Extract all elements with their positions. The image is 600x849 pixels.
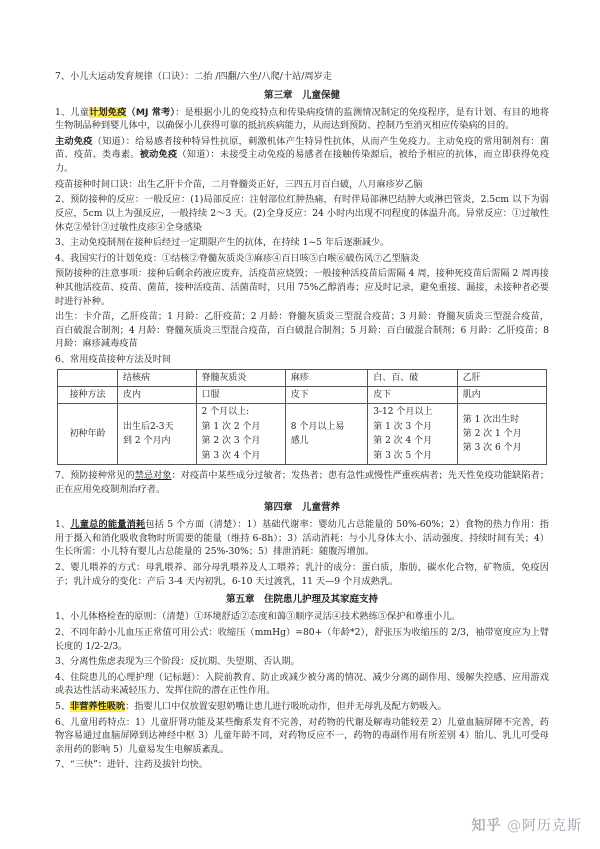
vaccination-notes: 预防接种的注意事项：接种后剩余药液应废弃，活疫苗应烧毁；一般接种活疫苗后需隔 4 周，接种死疫苗后需隔 2 周再接种其他活疫苗、疫苗、菌苗，接种活疫苗、活菌苗时，只用 75%乙醇消毒；应及时记录，避免重接、漏接，未接种者必要时进行补种。 (55, 268, 549, 307)
zhihu-logo: 知乎 (471, 818, 502, 835)
ch3-para-2: 2、预防接种的反应：一般反应：(1)局部反应：注射部位红肿热痛，有时伴局部淋巴结肿大或淋巴管炎，2.5cm 以下为弱反应，5cm 以上为强反应，一般持续 2～3 天。(2)全身反应：24 小时内出现不同程度的体温升高。异常反应：①过敏性休克②晕针③过敏性皮疹④全身感染 (55, 194, 549, 233)
zhihu-watermark (472, 816, 582, 837)
chapter-4-title: 第四章 儿童营养 (263, 502, 340, 514)
table-header: 白、百、破 (368, 369, 457, 386)
table-cell: 3-12 个月以上 第 1 次 3 个月 第 2 次 4 个月 第 3 次 5 个月 (368, 404, 457, 465)
underlined-term: 儿童总的能量消耗 (70, 519, 146, 531)
at-sign: @ (507, 818, 522, 835)
watermark-author: 阿历克斯 (522, 818, 582, 835)
ch5-para-5: 5、非营养性吸吮：指婴儿口中仅放置安慰奶嘴让患儿进行吸吮动作，但并无母乳及配方奶吸入。 (55, 700, 447, 712)
ch5-para-2: 2、不同年龄小儿血压正常值可用公式：收缩压（mmHg）=80+（年龄*2），舒张压为收缩压的 2/3，袖带宽度应为上臂长度的 1/2-2/3。 (55, 626, 549, 652)
table-header: 乙肝 (457, 369, 546, 386)
ch5-para-4: 4、住院患儿的心理护理（记标题）：入院前教育、防止或减少被分离的情况、减少分离的副作用、缓解失控感、应用游戏或表达性活动来减轻压力、发挥住院的潜在正性作用。 (55, 671, 549, 697)
highlighted-term: 计划免疫 (89, 106, 127, 118)
table-header-row (58, 369, 547, 386)
table-cell: 第 1 次出生时 第 2 次 1 个月 第 3 次 6 个月 (457, 404, 546, 465)
chapter-3-title: 第三章 儿童保健 (263, 89, 340, 101)
underlined-term: 禁忌对象 (134, 469, 172, 481)
table-cell: 皮下 (368, 387, 457, 404)
table-header: 脊髓灰质炎 (196, 369, 285, 386)
table-row (58, 387, 547, 404)
ch5-para-1: 1、小儿体格检查的原则：（清楚）①环境舒适②态度和蔼③顺序灵活④技术熟练⑤保护和尊重小儿。 (55, 611, 461, 623)
table-cell: 8 个月以上易 感儿 (285, 404, 367, 465)
vaccine-table (57, 369, 547, 465)
highlighted-term: 非营养性吸吮 (70, 700, 126, 712)
row-label: 接种方法 (58, 387, 118, 404)
table-cell: 皮下 (285, 387, 367, 404)
ch3-para-3: 3、主动免疫制剂在接种后经过一定期限产生的抗体，在持续 1~5 年后逐渐减少。 (55, 237, 390, 249)
ch5-para-3: 3、分离性焦虑表现为三个阶段：反抗期、失望期、否认期。 (55, 656, 300, 668)
vaccination-schedule: 出生：卡介苗，乙肝疫苗；1 月龄：乙肝疫苗；2 月龄：脊髓灰质炎三型混合疫苗；3 月龄：脊髓灰质炎三型混合疫苗，百白破混合制剂；4 月龄：脊髓灰质炎三型混合疫苗，百白破混合制剂；5 月龄：百白破混合制剂；6 月龄：乙肝疫苗；8 月龄：麻疹减毒疫苗 (55, 311, 549, 350)
ch3-para-7: 7、预防接种常见的禁忌对象：对疫苗中某些成分过敏者；发热者；患有急性或慢性严重疾病者；先天性免疫功能缺陷者；正在应用免疫制剂治疗者。 (55, 469, 550, 495)
table-header: 结核病 (118, 369, 197, 386)
ch5-para-6: 6、儿童用药特点：1）儿童肝肾功能及某些酶系发育不完善，对药物的代谢及解毒功能较差 2）儿童血脑屏障不完善，药物容易通过血脑屏障到达神经中枢 3）儿童年龄不同，对药物反应不一，药物的毒副作用有所差别 4）胎儿、乳儿可受母亲用药的影响 5）儿童易发生电解质紊乱。 (55, 716, 549, 755)
ch3-para-6: 6、常用疫苗接种方法及时间 (55, 354, 172, 366)
row-label: 初种年龄 (58, 404, 118, 465)
ch3-para-4: 4、我国实行的计划免疫：①结核②脊髓灰质炎③麻疹④百日咳⑤白喉⑥破伤风⑦乙型脑炎 (55, 252, 420, 264)
document-page (55, 70, 549, 774)
chapter-5-title: 第五章 住院患儿护理及其家庭支持 (225, 594, 378, 606)
table-header: 麻疹 (285, 369, 367, 386)
active-passive-immunity: 主动免疫（知道）：给易感者接种特异性抗原，刺激机体产生特异性抗体，从而产生免疫力。主动免疫的常用制剂有：菌苗、疫苗、类毒素。被动免疫（知道）：未接受主动免疫的易感者在接触传染源后，被给予相应的抗体，而立即获得免疫力。 (55, 135, 550, 175)
table-cell: 肌内 (457, 387, 546, 404)
table-row (58, 404, 547, 465)
ch3-para-1: 1、儿童计划免疫（MJ 常考）：是根据小儿的免疫特点和传染病疫情的监测情况制定的免疫程序，是有计划、有目的地将生物制品种到婴儿体中，以确保小儿获得可靠的抵抗疾病能力，从而达到预防、控制乃至消灭相应传染病的目的。 (55, 106, 549, 132)
motor-development-line: 7、小儿大运动发育规律（口诀）：二抬 /四翻/六坐/八爬/十站/周岁走 (55, 71, 332, 82)
table-cell: 皮内 (118, 387, 197, 404)
ch5-para-7: 7、“三快”：进针、注药及拔针均快。 (55, 759, 209, 771)
ch4-para-2: 2、婴儿喂养的方式：母乳喂养、部分母乳喂养及人工喂养；乳汁的成分：蛋白质，脂肪，碳水化合物，矿物质，免疫因子；乳汁成分的变化：产后 3-4 天内初乳，6-10 天过渡乳，11 天—9 个月成熟乳。 (55, 562, 549, 587)
ch4-para-1: 1、儿童总的能量消耗包括 5 个方面（清楚）：1）基础代谢率：婴幼儿占总能量的 50%-60%；2）食物的热力作用：指用于摄入和消化吸收食物时所需要的能量（维持 6-8h）；3）活动消耗：与小儿身体大小、活动强度、持续时间有关；4）生长所需：小儿特有婴儿占总能量的 25%-30%；5）排泄消耗：随腹泻增加。 (55, 519, 549, 558)
table-cell: 口服 (196, 387, 285, 404)
table-cell: 出生后2-3天 到 2 个月内 (118, 404, 197, 465)
table-header (58, 369, 118, 386)
vaccine-mnemonic: 疫苗接种时间口诀：出生乙肝卡介苗，二月脊髓炎正好，三四五月百白破，八月麻疹岁乙脑 (55, 178, 423, 190)
table-cell: 2 个月以上: 第 1 次 2 个月 第 2 次 3 个月 第 3 次 4 个月 (196, 404, 285, 465)
